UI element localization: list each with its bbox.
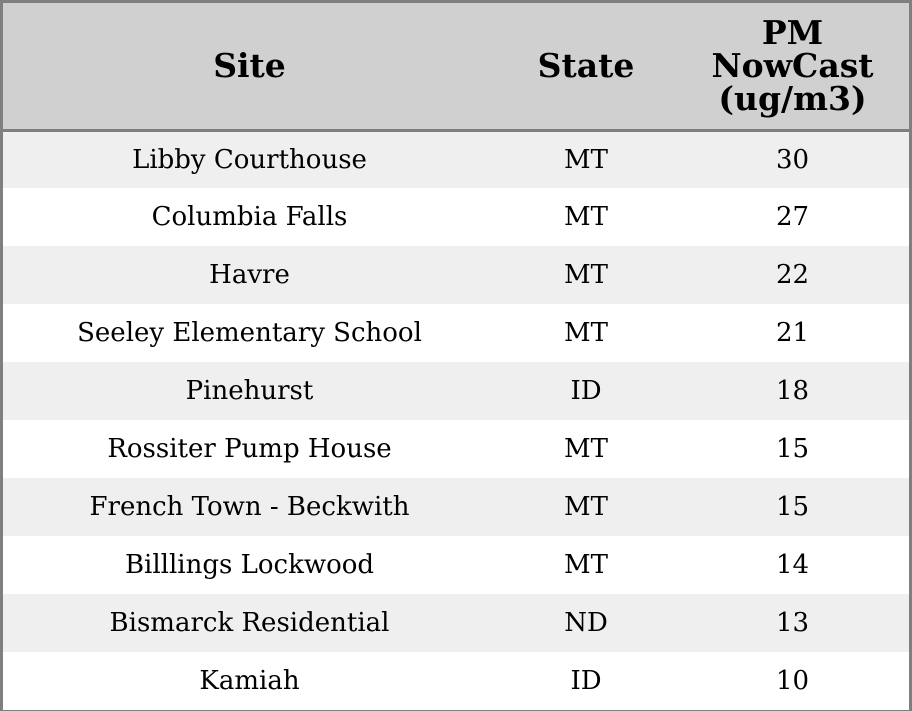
table-row [3, 304, 909, 362]
cell-state: MT [496, 420, 676, 478]
header-pm-line-2: NowCast [711, 46, 874, 86]
cell-state: MT [496, 130, 676, 188]
table-row [3, 478, 909, 536]
table-row [3, 188, 909, 246]
table-header [3, 3, 909, 130]
cell-site: Rossiter Pump House [3, 420, 496, 478]
cell-site: Libby Courthouse [3, 130, 496, 188]
cell-state: ID [496, 652, 676, 710]
table-row [3, 594, 909, 652]
cell-pm: 13 [676, 594, 909, 652]
cell-site: Kamiah [3, 652, 496, 710]
cell-pm: 14 [676, 536, 909, 594]
cell-pm: 15 [676, 478, 909, 536]
cell-pm: 30 [676, 130, 909, 188]
cell-pm: 10 [676, 652, 909, 710]
table-row [3, 362, 909, 420]
cell-pm: 15 [676, 420, 909, 478]
table-row [3, 536, 909, 594]
cell-state: MT [496, 304, 676, 362]
header-pm-nowcast [676, 3, 909, 130]
cell-state: ID [496, 362, 676, 420]
cell-state: MT [496, 536, 676, 594]
table-body [3, 130, 909, 710]
table-row [3, 130, 909, 188]
header-site: Site [3, 3, 496, 130]
table-row [3, 246, 909, 304]
cell-state: MT [496, 478, 676, 536]
cell-state: MT [496, 246, 676, 304]
cell-site: Pinehurst [3, 362, 496, 420]
cell-site: Seeley Elementary School [3, 304, 496, 362]
cell-site: French Town - Beckwith [3, 478, 496, 536]
header-pm-line-1: PM [761, 13, 824, 53]
cell-pm: 22 [676, 246, 909, 304]
table-row [3, 420, 909, 478]
cell-pm: 21 [676, 304, 909, 362]
table-row [3, 652, 909, 710]
cell-pm: 18 [676, 362, 909, 420]
cell-site: Billlings Lockwood [3, 536, 496, 594]
header-pm-line-3: (ug/m3) [718, 79, 867, 119]
cell-site: Columbia Falls [3, 188, 496, 246]
header-state: State [496, 3, 676, 130]
cell-site: Bismarck Residential [3, 594, 496, 652]
cell-pm: 27 [676, 188, 909, 246]
cell-site: Havre [3, 246, 496, 304]
header-row [3, 3, 909, 130]
cell-state: MT [496, 188, 676, 246]
data-table [3, 3, 909, 710]
cell-state: ND [496, 594, 676, 652]
